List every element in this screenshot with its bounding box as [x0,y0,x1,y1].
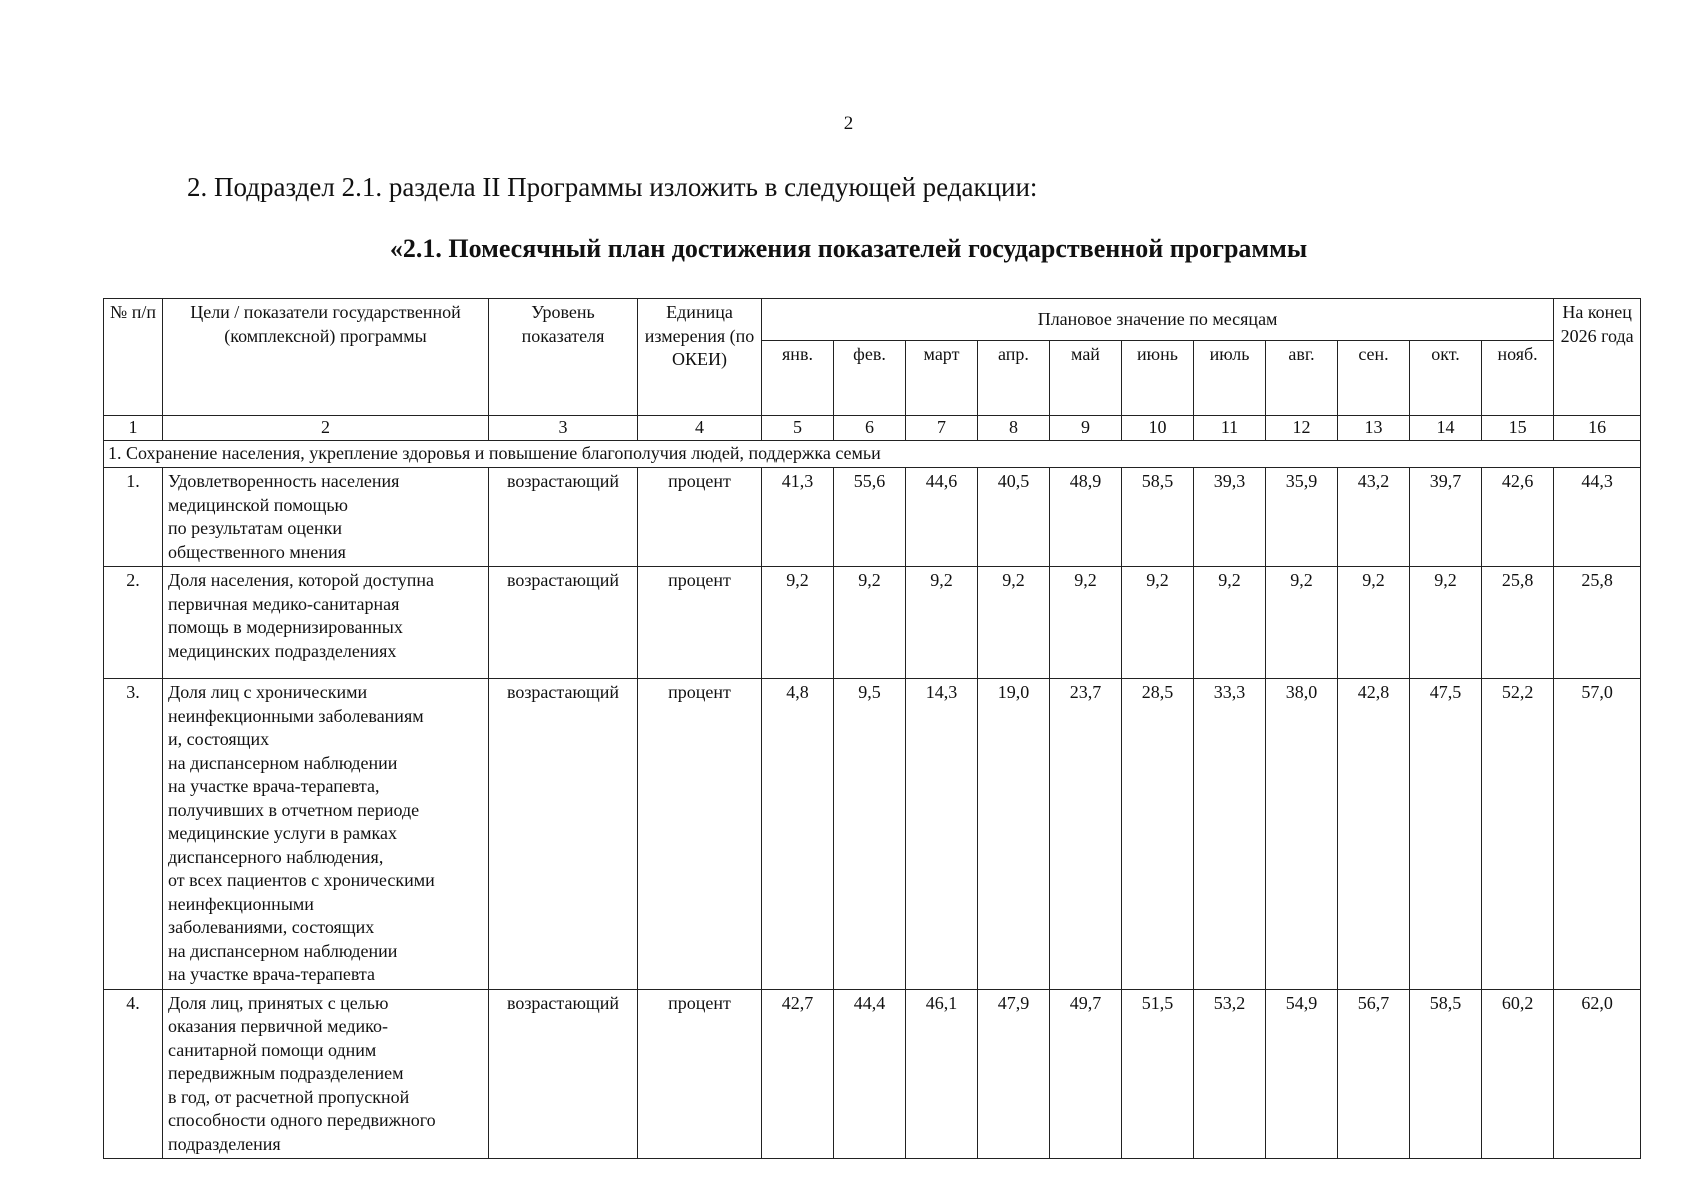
month-value: 55,6 [834,468,906,567]
column-number: 6 [834,416,906,441]
month-value: 25,8 [1482,567,1554,679]
month-value: 9,2 [978,567,1050,679]
month-value: 9,2 [834,567,906,679]
header-end: На конец 2026 года [1554,299,1641,416]
month-value: 9,2 [1338,567,1410,679]
table-row [104,989,1641,1159]
month-value: 28,5 [1122,679,1194,990]
month-value: 58,5 [1410,989,1482,1159]
column-number: 16 [1554,416,1641,441]
month-value: 23,7 [1050,679,1122,990]
header-month: янв. [762,341,834,416]
month-value: 9,2 [906,567,978,679]
column-number: 12 [1266,416,1338,441]
month-value: 40,5 [978,468,1050,567]
indicator-unit: процент [638,989,762,1159]
header-month: июль [1194,341,1266,416]
header-month: авг. [1266,341,1338,416]
column-number: 15 [1482,416,1554,441]
column-number: 11 [1194,416,1266,441]
column-numbers-row [104,416,1641,441]
end-of-year-value: 25,8 [1554,567,1641,679]
row-number: 1. [104,468,163,567]
month-value: 41,3 [762,468,834,567]
month-value: 53,2 [1194,989,1266,1159]
month-value: 43,2 [1338,468,1410,567]
row-number: 2. [104,567,163,679]
month-value: 47,5 [1410,679,1482,990]
header-goal: Цели / показатели государственной (комплексной) программы [163,299,489,416]
indicator-unit: процент [638,679,762,990]
header-months-group: Плановое значение по месяцам [762,299,1554,341]
month-value: 44,6 [906,468,978,567]
header-month: окт. [1410,341,1482,416]
month-value: 14,3 [906,679,978,990]
month-value: 54,9 [1266,989,1338,1159]
month-value: 51,5 [1122,989,1194,1159]
month-value: 44,4 [834,989,906,1159]
column-number: 3 [489,416,638,441]
month-value: 42,7 [762,989,834,1159]
indicator-unit: процент [638,567,762,679]
month-value: 9,2 [1122,567,1194,679]
indicator-unit: процент [638,468,762,567]
month-value: 42,8 [1338,679,1410,990]
month-value: 49,7 [1050,989,1122,1159]
month-value: 9,2 [1410,567,1482,679]
month-value: 60,2 [1482,989,1554,1159]
header-unit: Единица измерения (по ОКЕИ) [638,299,762,416]
indicator-level: возрастающий [489,468,638,567]
column-number: 7 [906,416,978,441]
month-value: 9,2 [1266,567,1338,679]
end-of-year-value: 62,0 [1554,989,1641,1159]
column-number: 2 [163,416,489,441]
column-number: 14 [1410,416,1482,441]
header-month: фев. [834,341,906,416]
indicator-name: Доля лиц, принятых с целью оказания первичной медико- санитарной помощи одним передвижным подразделением в год, от расчетной пропускной способности одного передвижного подразделения [163,989,489,1159]
month-value: 33,3 [1194,679,1266,990]
row-number: 4. [104,989,163,1159]
indicator-level: возрастающий [489,567,638,679]
month-value: 19,0 [978,679,1050,990]
header-month: март [906,341,978,416]
indicator-name: Доля лиц с хроническими неинфекционными заболеваниям и, состоящих на диспансерном наблюдении на участке врача-терапевта, получивших в отчетном периоде медицинские услуги в рамках диспансерного наблюдения, от всех пациентов с хроническими неинфекционными заболеваниями, состоящих на диспансерном наблюдении на участке врача-терапевта [163,679,489,990]
month-value: 4,8 [762,679,834,990]
month-value: 58,5 [1122,468,1194,567]
intro-text: 2. Подраздел 2.1. раздела II Программы изложить в следующей редакции: [187,172,1038,202]
header-level: Уровень показателя [489,299,638,416]
month-value: 9,2 [1050,567,1122,679]
header-no: № п/п [104,299,163,416]
indicator-name: Доля населения, которой доступна первичная медико-санитарная помощь в модернизированных медицинских подразделениях [163,567,489,679]
header-month: май [1050,341,1122,416]
section-title: 1. Сохранение населения, укрепление здоровья и повышение благополучия людей, поддержка семьи [104,441,1641,468]
page-number: 2 [843,113,854,134]
header-month: июнь [1122,341,1194,416]
header-month: сен. [1338,341,1410,416]
table-row [104,679,1641,990]
month-value: 9,2 [762,567,834,679]
column-number: 1 [104,416,163,441]
column-number: 8 [978,416,1050,441]
section-heading: «2.1. Помесячный план достижения показателей государственной программы [389,234,1308,263]
end-of-year-value: 57,0 [1554,679,1641,990]
month-value: 39,7 [1410,468,1482,567]
month-value: 9,5 [834,679,906,990]
month-value: 9,2 [1194,567,1266,679]
end-of-year-value: 44,3 [1554,468,1641,567]
month-value: 35,9 [1266,468,1338,567]
column-number: 9 [1050,416,1122,441]
month-value: 38,0 [1266,679,1338,990]
header-month: апр. [978,341,1050,416]
month-value: 48,9 [1050,468,1122,567]
table-row [104,567,1641,679]
monthly-plan-table [103,298,1641,1159]
header-row [104,299,1641,341]
column-number: 5 [762,416,834,441]
month-value: 39,3 [1194,468,1266,567]
header-month: нояб. [1482,341,1554,416]
month-value: 56,7 [1338,989,1410,1159]
month-value: 47,9 [978,989,1050,1159]
indicator-level: возрастающий [489,989,638,1159]
month-value: 42,6 [1482,468,1554,567]
section-row [104,441,1641,468]
month-value: 46,1 [906,989,978,1159]
table-row [104,468,1641,567]
row-number: 3. [104,679,163,990]
month-value: 52,2 [1482,679,1554,990]
column-number: 10 [1122,416,1194,441]
column-number: 13 [1338,416,1410,441]
indicator-level: возрастающий [489,679,638,990]
indicator-name: Удовлетворенность населения медицинской помощью по результатам оценки общественного мнения [163,468,489,567]
column-number: 4 [638,416,762,441]
